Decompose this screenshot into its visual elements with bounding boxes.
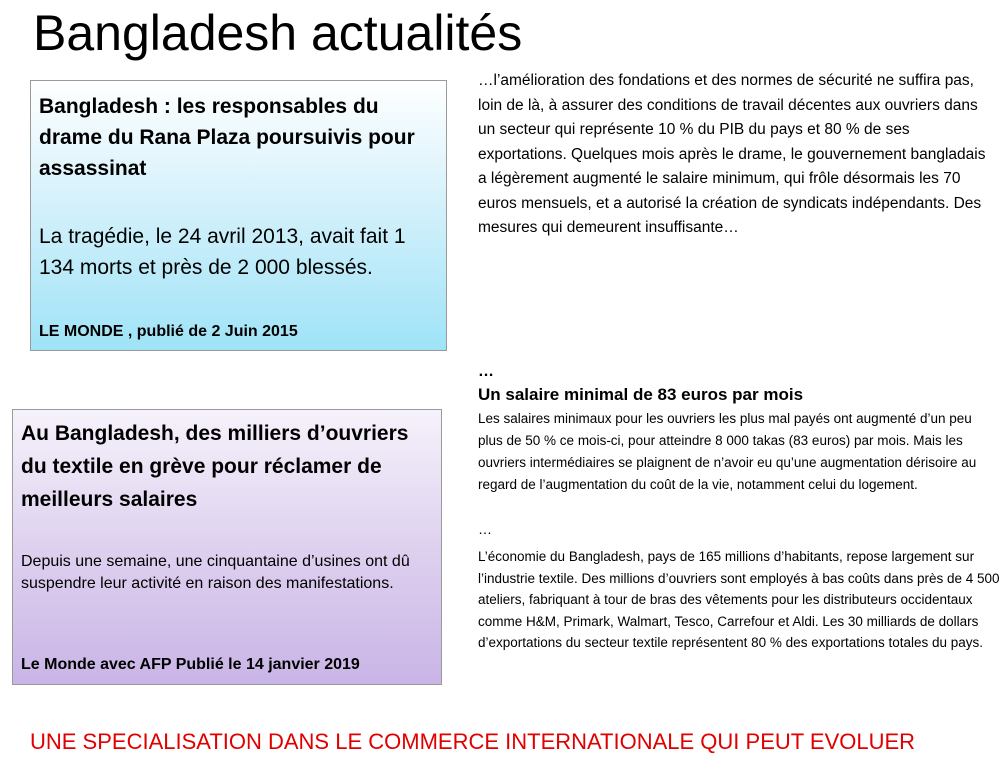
article-box-rana-plaza [30, 80, 447, 351]
ellipsis: … [478, 521, 492, 537]
article-summary: Depuis une semaine, une cinquantaine d’usines ont dû suspendre leur activité en raison des manifestations. [21, 553, 410, 592]
article-paragraph: Les salaires minimaux pour les ouvriers les plus mal payés ont augmenté d’un peu plus de 50 % ce mois-ci, pour atteindre 8 000 takas (83 euros) par mois. Mais les ouvriers intermédiaires se plaignent de n’avoir eu qu’une augmentation dérisoire au regard de l’augmentation du coût de la vie, notamment celui du logement. [478, 411, 977, 492]
article-headline: Bangladesh : les responsables du drame du Rana Plaza poursuivis pour assassinat [39, 95, 415, 180]
article-continuation: …l’amélioration des fondations et des normes de sécurité ne suffira pas, loin de là, à assurer des conditions de travail décentes aux ouvriers dans un secteur qui représente 10 % du PIB du pays et 80 % de ses exportations. Quelques mois après le drame, le gouvernement bangladais a légèrement augmenté le salaire minimum, qui frôle désormais les 70 euros mensuels, et a autorisé la création de syndicats indépendants. Des mesures qui demeurent insuffisante… [478, 72, 986, 236]
section-subheading: Un salaire minimal de 83 euros par mois [478, 385, 804, 404]
article-source: Le Monde avec AFP Publié le 14 janvier 2019 [21, 656, 360, 673]
article-summary: La tragédie, le 24 avril 2013, avait fait 1 134 morts et près de 2 000 blessés. [39, 225, 406, 279]
article-source: LE MONDE , publié de 2 Juin 2015 [39, 323, 298, 340]
article-box-textile-strike [12, 409, 442, 685]
article-paragraph: L’économie du Bangladesh, pays de 165 millions d’habitants, repose largement sur l’industrie textile. Des millions d’ouvriers sont employés à bas coûts dans près de 4 500 ateliers, fabriquant à tour de bras des vêtements pour les distributeurs occidentaux comme H&M, Primark, Walmart, Tesco, Carrefour et Aldi. Les 30 milliards de dollars d’exportations du secteur textile représentent 80 % des exportations totales du pays. [478, 549, 1000, 650]
footer-banner: UNE SPECIALISATION DANS LE COMMERCE INTERNATIONALE QUI PEUT EVOLUER [30, 729, 916, 754]
article-headline: Au Bangladesh, des milliers d’ouvriers du textile en grève pour réclamer de meilleurs salaires [21, 422, 409, 511]
page-title: Bangladesh actualités [33, 5, 523, 61]
ellipsis: … [478, 363, 494, 380]
